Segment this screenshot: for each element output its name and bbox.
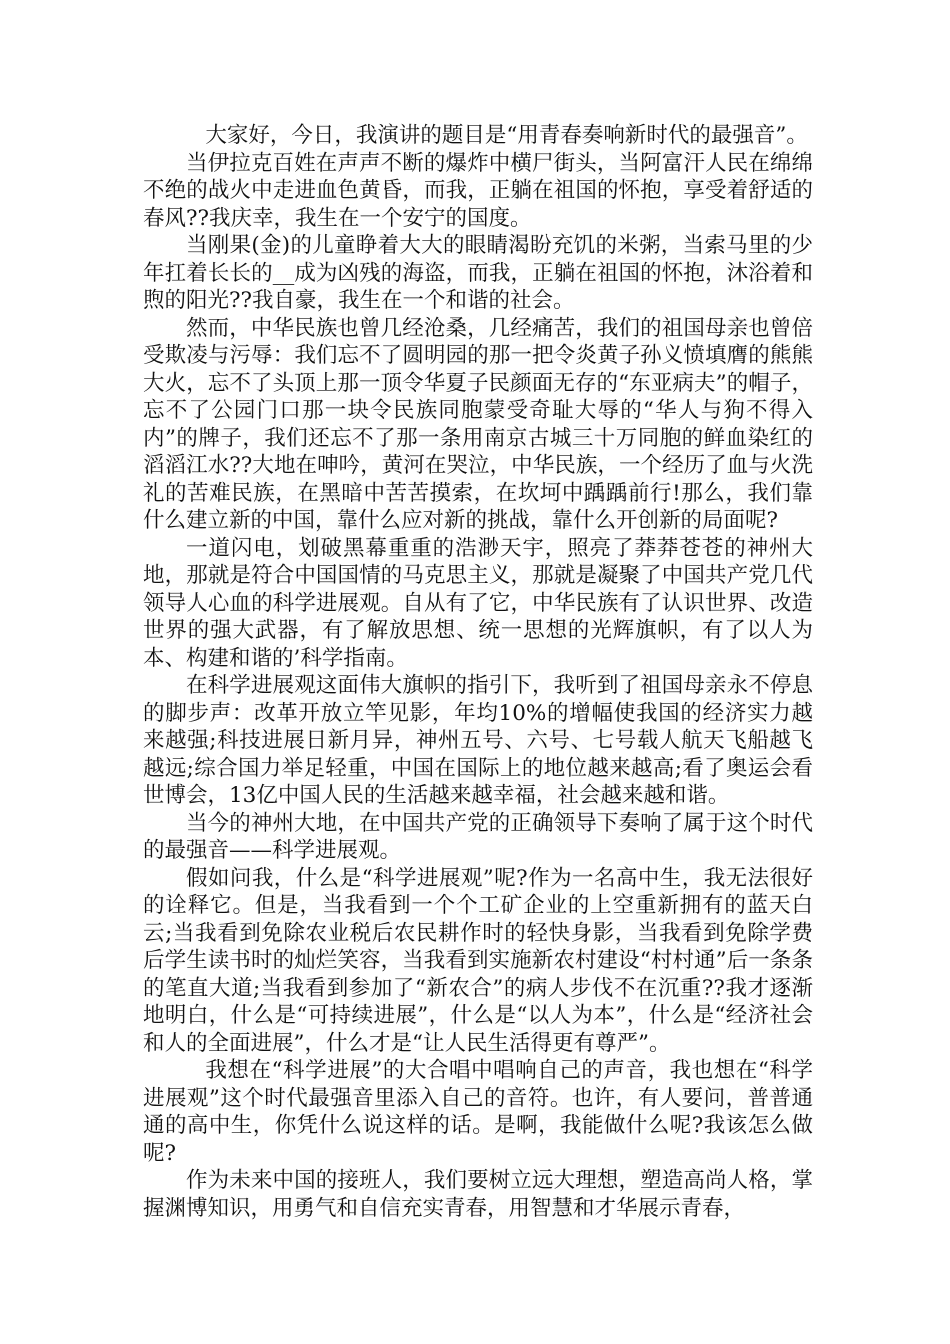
paragraph-lightning: 一道闪电，划破黑幕重重的浩渺天宇，照亮了莽莽苍苍的神州大地，那就是符合中国国情的马克思主义，那就是凝聚了中国共产党几代领导人心血的科学进展观。自从有了它，中华民族有了认识世界、改造世界的强大武器，有了解放思想、统一思想的光辉旗帜，有了以人为本、构建和谐的’科学指南。	[143, 535, 813, 671]
paragraph-guidance: 在科学进展观这面伟大旗帜的指引下，我听到了祖国母亲永不停息的脚步声：改革开放立竿见影，年均10%的增幅使我国的经济实力越来越强;科技进展日新月异，神州五号、六号、七号载人航天飞船越飞越远;综合国力举足轻重，中国在国际上的地位越来越高;看了奥运会看世博会，13亿中国人民的生活越来越幸福，社会越来越和谐。	[143, 673, 813, 808]
speech-body	[143, 122, 813, 1222]
paragraph-iraq-afghanistan: 当伊拉克百姓在声声不断的爆炸中横尸街头，当阿富汗人民在绵绵不绝的战火中走进血色黄昏，而我，正躺在祖国的怀抱，享受着舒适的春风??我庆幸，我生在一个安宁的国度。	[143, 150, 813, 231]
paragraph-my-voice: 我想在“科学进展”的大合唱中唱响自己的声音，我也想在“科学进展观”这个时代最强音里添入自己的音符。也许，有人要问，普普通通的高中生，你凭什么说这样的话。是啊，我能做什么呢?我该怎么做呢?	[143, 1058, 813, 1166]
paragraph-what-is: 假如问我，什么是“科学进展观”呢?作为一名高中生，我无法很好的诠释它。但是，当我看到一个个工矿企业的上空重新拥有的蓝天白云;当我看到免除农业税后农民耕作时的轻快身影，当我看到免除学费后学生读书时的灿烂笑容，当我看到实施新农村建设“村村通”后一条条的笔直大道;当我看到参加了“新农合”的病人步伐不在沉重??我才逐渐地明白，什么是“可持续进展”，什么是“以人为本”，什么是“经济社会和人的全面进展”，什么才是“让人民生活得更有尊严”。	[143, 865, 813, 1056]
paragraph-successors: 作为未来中国的接班人，我们要树立远大理想，塑造高尚人格，掌握渊博知识，用勇气和自信充实青春，用智慧和才华展示青春，	[143, 1168, 813, 1221]
paragraph-history: 然而，中华民族也曾几经沧桑，几经痛苦，我们的祖国母亲也曾倍受欺凌与污辱：我们忘不了圆明园的那一把令炎黄子孙义愤填膺的熊熊大火，忘不了头顶上那一顶令华夏子民颜面无存的“东亚病夫”的帽子，忘不了公园门口那一块令民族同胞蒙受奇耻大辱的“华人与狗不得入内”的牌子，我们还忘不了那一条用南京古城三十万同胞的鲜血染红的滔滔江水??大地在呻吟，黄河在哭泣，中华民族，一个经历了血与火洗礼的苦难民族，在黑暗中苦苦摸索，在坎坷中踽踽前行!那么，我们靠什么建立新的中国，靠什么应对新的挑战，靠什么开创新的局面呢?	[143, 315, 813, 533]
paragraph-strongest-voice: 当今的神州大地，在中国共产党的正确领导下奏响了属于这个时代的最强音——科学进展观。	[143, 810, 813, 863]
paragraph-intro: 大家好，今日，我演讲的题目是“用青春奏响新时代的最强音”。	[205, 123, 808, 148]
paragraph-congo-somalia: 当刚果(金)的儿童睁着大大的眼睛渴盼充饥的米粥，当索马里的少年扛着长长的__成为凶残的海盗，而我，正躺在祖国的怀抱，沐浴着和煦的阳光??我自豪，我生在一个和谐的社会。	[143, 233, 813, 313]
